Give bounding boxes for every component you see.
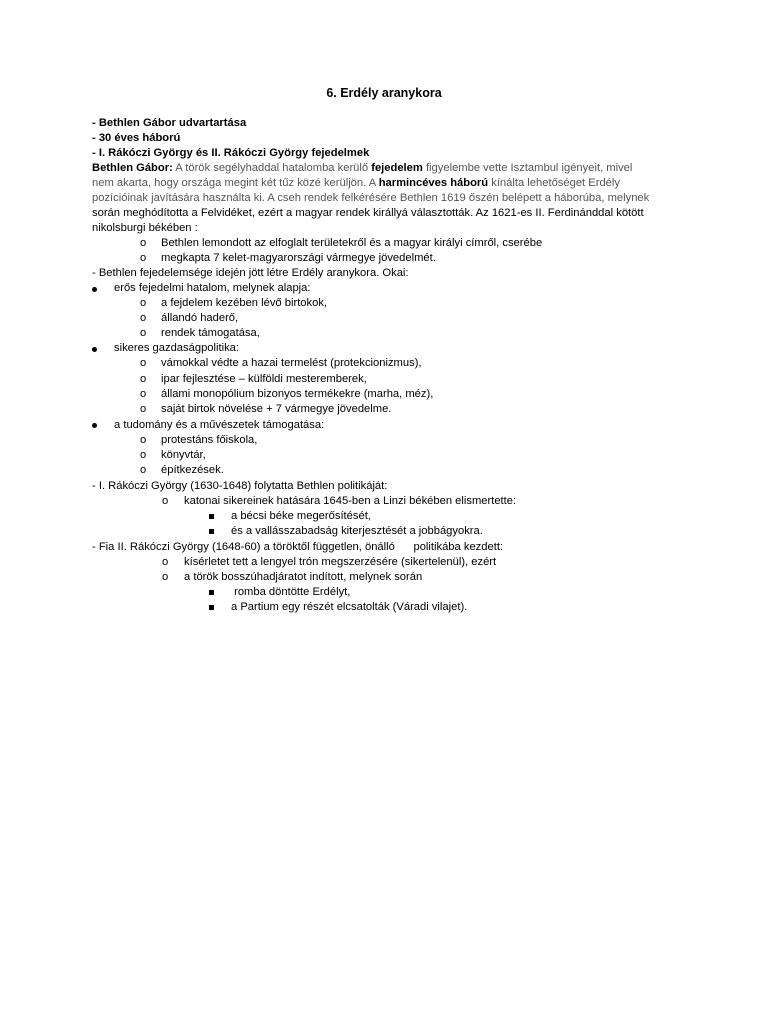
- list-marker-o: o: [140, 449, 147, 461]
- reason-label: a tudomány és a művészetek támogatása:: [114, 419, 325, 431]
- reason-label: sikeres gazdaságpolitika:: [114, 342, 239, 354]
- square-bullet-icon: [209, 590, 214, 595]
- list-marker-o: o: [140, 312, 147, 324]
- paragraph-line-3: pozícióinak javítására használta ki. A cseh rendek felkérésére Bethlen 1619 őszén belépett a háborúba, melynek: [92, 192, 650, 204]
- rakoczi1-intro: - I. Rákóczi György (1630-1648) folytatta Bethlen politikáját:: [92, 480, 388, 492]
- list-marker-o: o: [140, 327, 147, 339]
- list-marker-o: o: [162, 571, 169, 583]
- list-item: a fejdelem kezében lévő birtokok,: [161, 297, 328, 309]
- reason-label: erős fejedelmi hatalom, melynek alapja:: [114, 282, 311, 294]
- list-item: könyvtár,: [161, 449, 206, 461]
- list-marker-o: o: [140, 464, 147, 476]
- list-marker-o: o: [140, 297, 147, 309]
- topic-line-1: - Bethlen Gábor udvartartása: [92, 117, 247, 129]
- list-marker-o: o: [140, 357, 147, 369]
- topic-line-2: - 30 éves háború: [92, 132, 181, 144]
- page-title: 6. Erdély aranykora: [326, 86, 442, 100]
- list-item: saját birtok növelése + 7 vármegye jövedelme.: [161, 403, 392, 415]
- list-marker-o: o: [162, 495, 169, 507]
- list-item: ipar fejlesztése – külföldi mesteremberek,: [161, 373, 367, 385]
- list-item: Bethlen lemondott az elfoglalt területekről és a magyar királyi címről, cserébe: [161, 237, 543, 249]
- list-item: és a vallásszabadság kiterjesztését a jobbágyokra.: [231, 525, 483, 537]
- square-bullet-icon: [209, 514, 214, 519]
- list-item: állami monopólium bizonyos termékekre (marha, méz),: [161, 388, 434, 400]
- list-item: katonai sikereinek hatására 1645-ben a Linzi békében elismertette:: [184, 495, 517, 507]
- rakoczi2-intro: - Fia II. Rákóczi György (1648-60) a töröktől független, önálló politikába kezdett:: [92, 541, 504, 553]
- list-item: kísérletet tett a lengyel trón megszerzésére (sikertelenül), ezért: [184, 556, 497, 568]
- list-marker-o: o: [162, 556, 169, 568]
- list-marker-o: o: [140, 388, 147, 400]
- list-item: protestáns főiskola,: [161, 434, 258, 446]
- list-item: megkapta 7 kelet-magyarországi vármegye jövedelmét.: [161, 252, 436, 264]
- reasons-intro: - Bethlen fejedelemsége idején jött létre Erdély aranykora. Okai:: [92, 267, 409, 279]
- bullet-icon: [92, 347, 97, 352]
- list-item: rendek támogatása,: [161, 327, 260, 339]
- list-item: építkezések.: [161, 464, 224, 476]
- list-marker-o: o: [140, 252, 147, 264]
- paragraph-line-4: során meghódította a Felvidéket, ezért a magyar rendek királlyá választották. Az 1621-es II. Ferdinánddal kötött: [92, 207, 644, 219]
- paragraph-line-5: nikolsburgi békében :: [92, 222, 198, 234]
- bullet-icon: [92, 287, 97, 292]
- list-marker-o: o: [140, 373, 147, 385]
- list-item: vámokkal védte a hazai termelést (protekcionizmus),: [161, 357, 422, 369]
- list-item: a török bosszúhadjáratot indított, melynek során: [184, 571, 423, 583]
- bethlen-name: Bethlen Gábor:: [92, 162, 173, 174]
- list-item: állandó haderő,: [161, 312, 239, 324]
- list-marker-o: o: [140, 237, 147, 249]
- list-marker-o: o: [140, 403, 147, 415]
- list-item: romba döntötte Erdélyt,: [231, 586, 351, 598]
- list-item: a Partium egy részét elcsatolták (Váradi vilajet).: [231, 601, 468, 613]
- list-item: a bécsi béke megerősítését,: [231, 510, 371, 522]
- square-bullet-icon: [209, 529, 214, 534]
- list-marker-o: o: [140, 434, 147, 446]
- paragraph-line-2: nem akarta, hogy országa megint két tűz közé kerüljön. A harmincéves háború kínálta lehetőséget Erdély: [92, 177, 620, 189]
- square-bullet-icon: [209, 605, 214, 610]
- bullet-icon: [92, 423, 97, 428]
- paragraph-line-1: Bethlen Gábor: A török segélyhaddal hatalomba kerülő fejedelem figyelembe vette Isztambul igényeit, mivel: [92, 162, 633, 174]
- topic-line-3: - I. Rákóczi György és II. Rákóczi György fejedelmek: [92, 147, 370, 159]
